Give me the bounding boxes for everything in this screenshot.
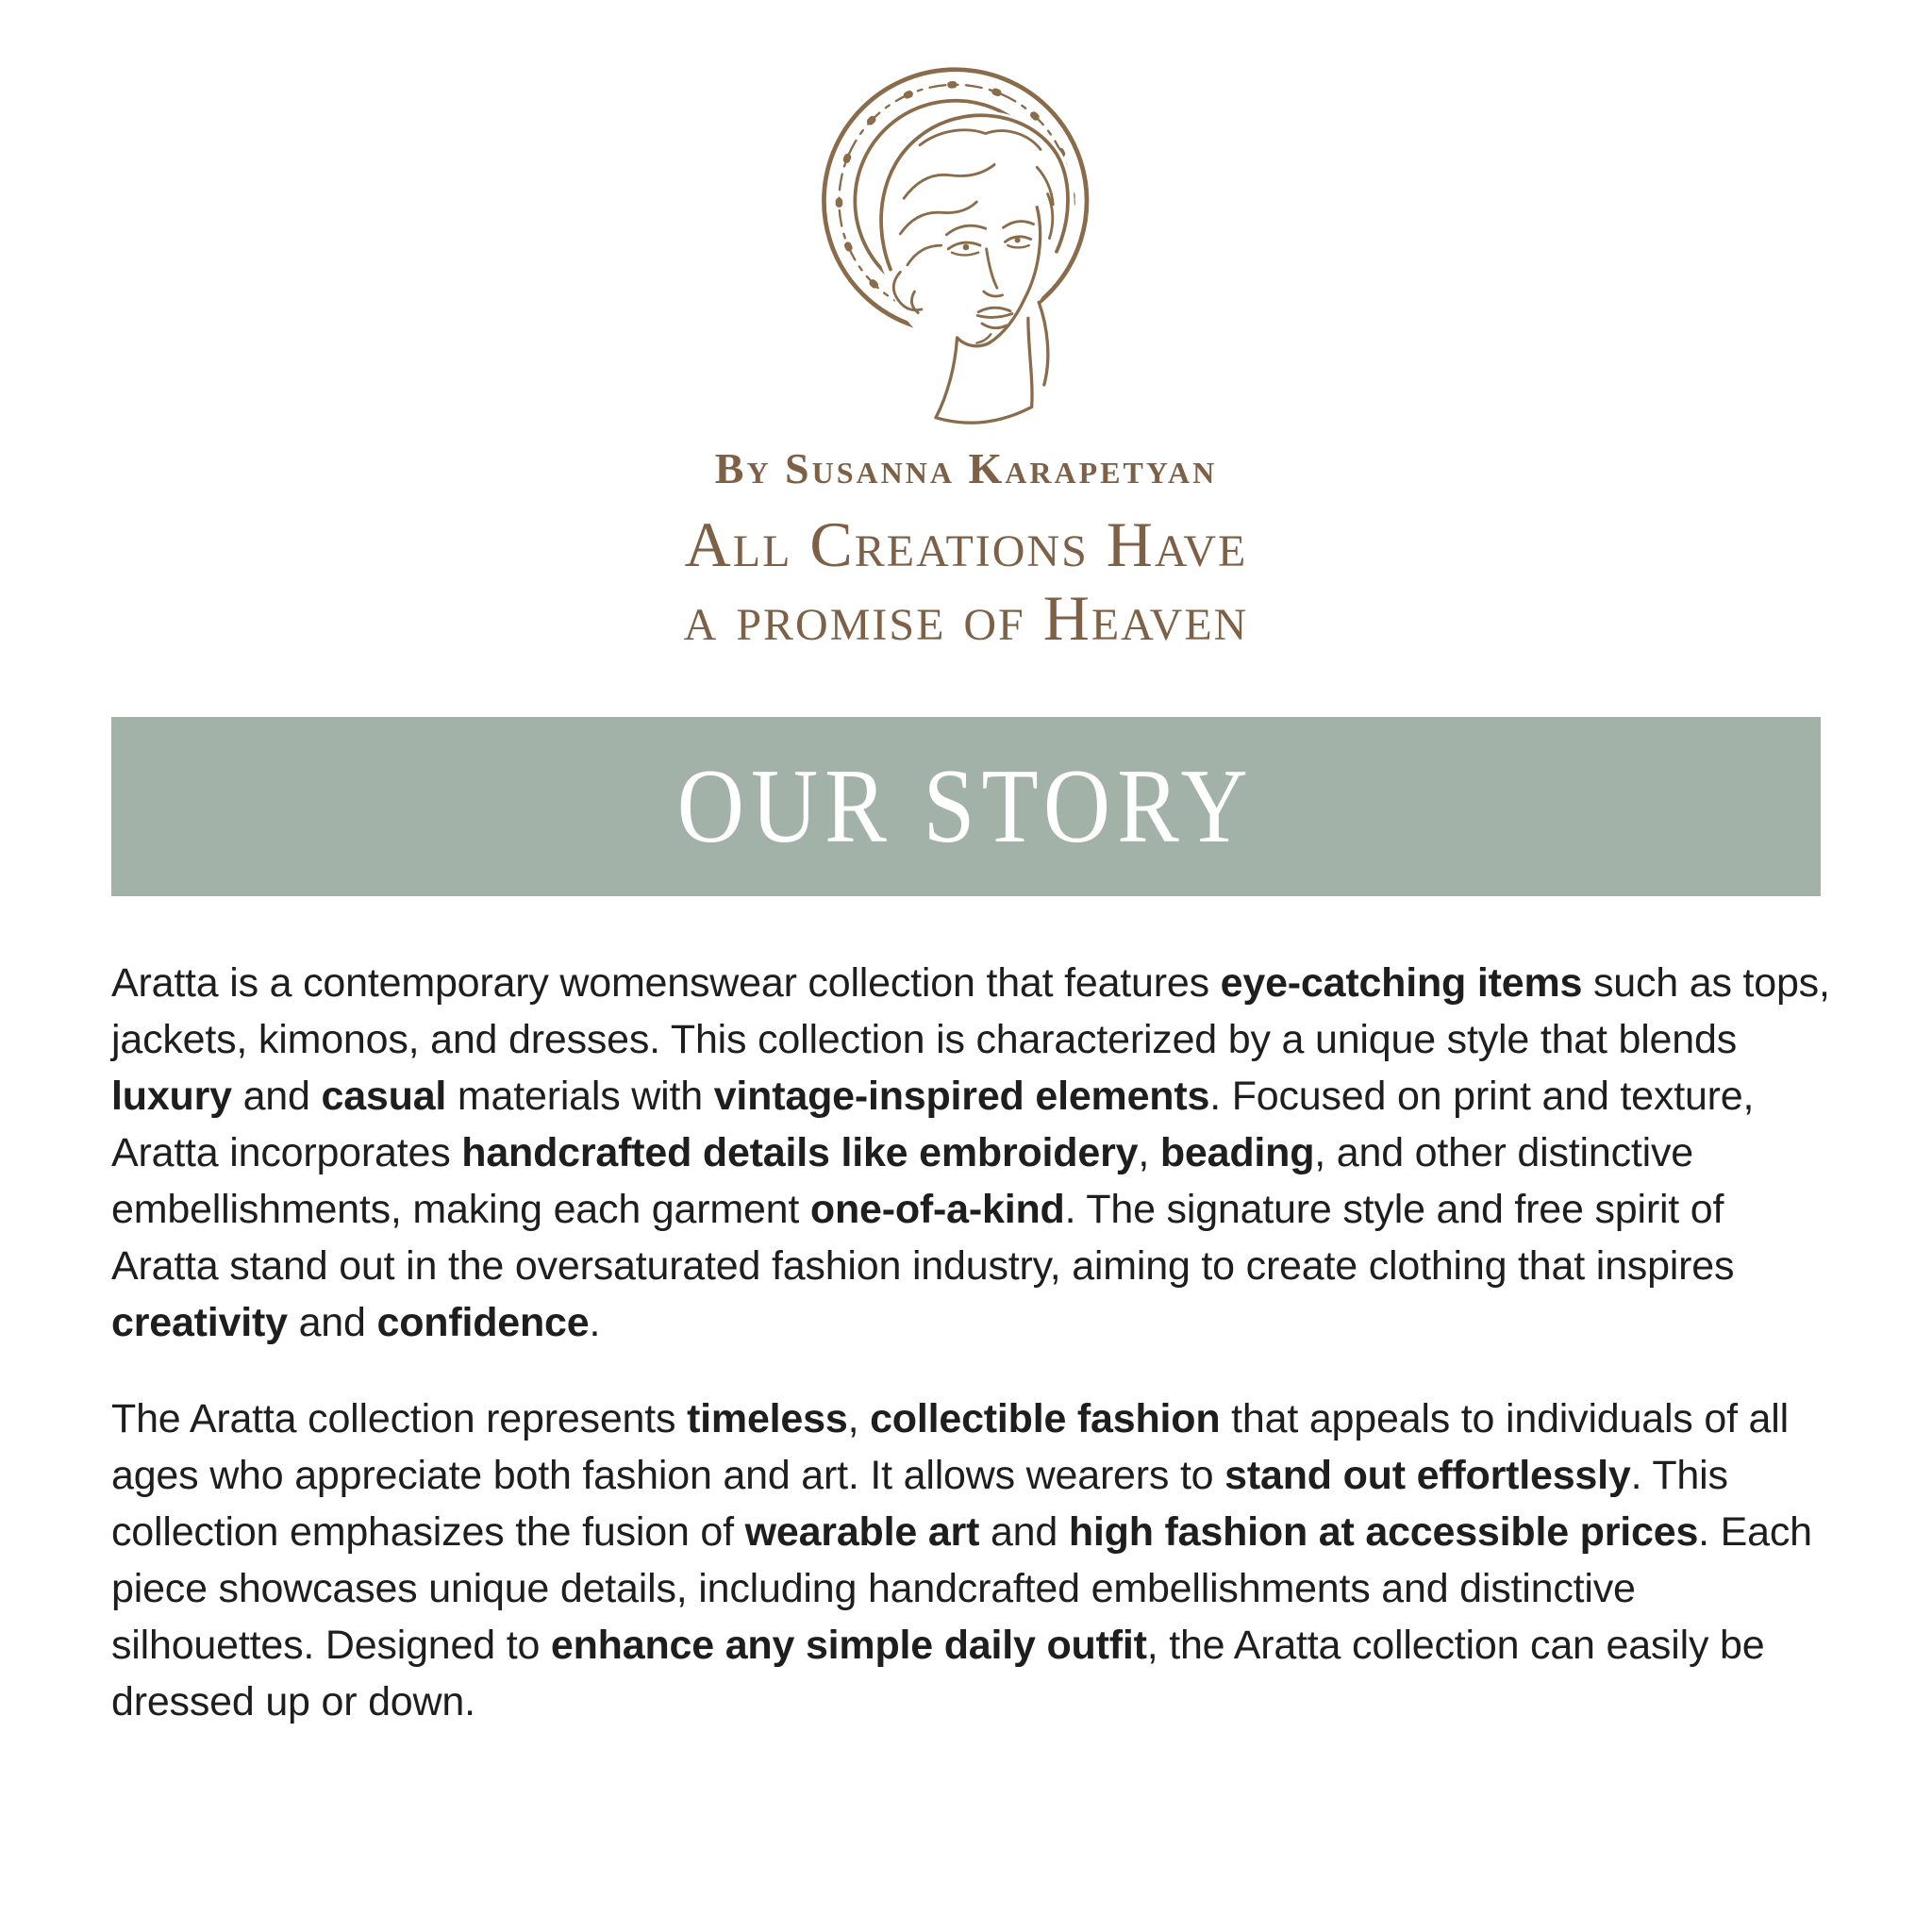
bold-text-run: high fashion at accessible prices — [1068, 1509, 1699, 1555]
bold-text-run: timeless — [687, 1396, 848, 1441]
text-run: . Each piece showcases unique details, including handcrafted embellishments and distinctive silhouettes. Designed to — [111, 1509, 1812, 1668]
bold-text-run: beading — [1159, 1130, 1315, 1175]
tagline-line-1: All Creations Have — [684, 508, 1248, 580]
bold-text-run: enhance any simple daily outfit — [550, 1623, 1147, 1668]
story-text — [111, 955, 1832, 1770]
text-run: that appeals to individuals of all ages who appreciate both fashion and art. It allows wearers to — [111, 1396, 1789, 1498]
text-run: Aratta is a contemporary womenswear collection that features — [111, 960, 1221, 1006]
our-story-banner — [111, 717, 1821, 896]
bold-text-run: handcrafted details like embroidery — [461, 1130, 1139, 1175]
bold-text-run: wearable art — [744, 1509, 980, 1555]
brand-tagline — [0, 508, 1932, 655]
text-run: , — [847, 1396, 871, 1441]
text-run: such as tops, jackets, kimonos, and dresses. This collection is characterized by a unique style that blends — [111, 960, 1830, 1062]
brand-byline: By Susanna Karapetyan — [714, 444, 1218, 492]
text-run: The Aratta collection represents — [111, 1396, 688, 1441]
text-run: and — [979, 1509, 1069, 1555]
bold-text-run: luxury — [111, 1074, 232, 1119]
text-run: and — [231, 1074, 322, 1119]
bold-text-run: confidence — [376, 1300, 590, 1345]
woman-portrait-halo-icon — [815, 49, 1117, 445]
bold-text-run: stand out effortlessly — [1224, 1453, 1631, 1498]
text-run: , and other distinctive embellishments, making each garment — [111, 1130, 1694, 1232]
text-run: , — [1138, 1130, 1160, 1175]
text-run: . Focused on print and texture, Aratta incorporates — [111, 1074, 1755, 1175]
bold-text-run: one-of-a-kind — [809, 1187, 1065, 1232]
story-paragraph — [111, 955, 1832, 1351]
brand-logo — [815, 49, 1117, 450]
bold-text-run: eye-catching items — [1220, 960, 1583, 1006]
text-run: . The signature style and free spirit of Aratta stand out in the oversaturated fashion industry, aiming to create clothing that inspires — [111, 1187, 1735, 1289]
text-run: materials with — [446, 1074, 714, 1119]
text-run: and — [287, 1300, 377, 1345]
story-paragraph — [111, 1391, 1832, 1730]
bold-text-run: collectible fashion — [870, 1396, 1221, 1441]
bold-text-run: creativity — [111, 1300, 288, 1345]
section-title: OUR STORY — [677, 747, 1255, 865]
bold-text-run: casual — [321, 1074, 447, 1119]
text-run: . — [589, 1300, 601, 1345]
tagline-line-2: a promise of Heaven — [683, 582, 1249, 654]
text-run: , the Aratta collection can easily be dressed up or down. — [111, 1623, 1765, 1724]
text-run: . This collection emphasizes the fusion of — [111, 1453, 1728, 1555]
bold-text-run: vintage-inspired elements — [713, 1074, 1210, 1119]
